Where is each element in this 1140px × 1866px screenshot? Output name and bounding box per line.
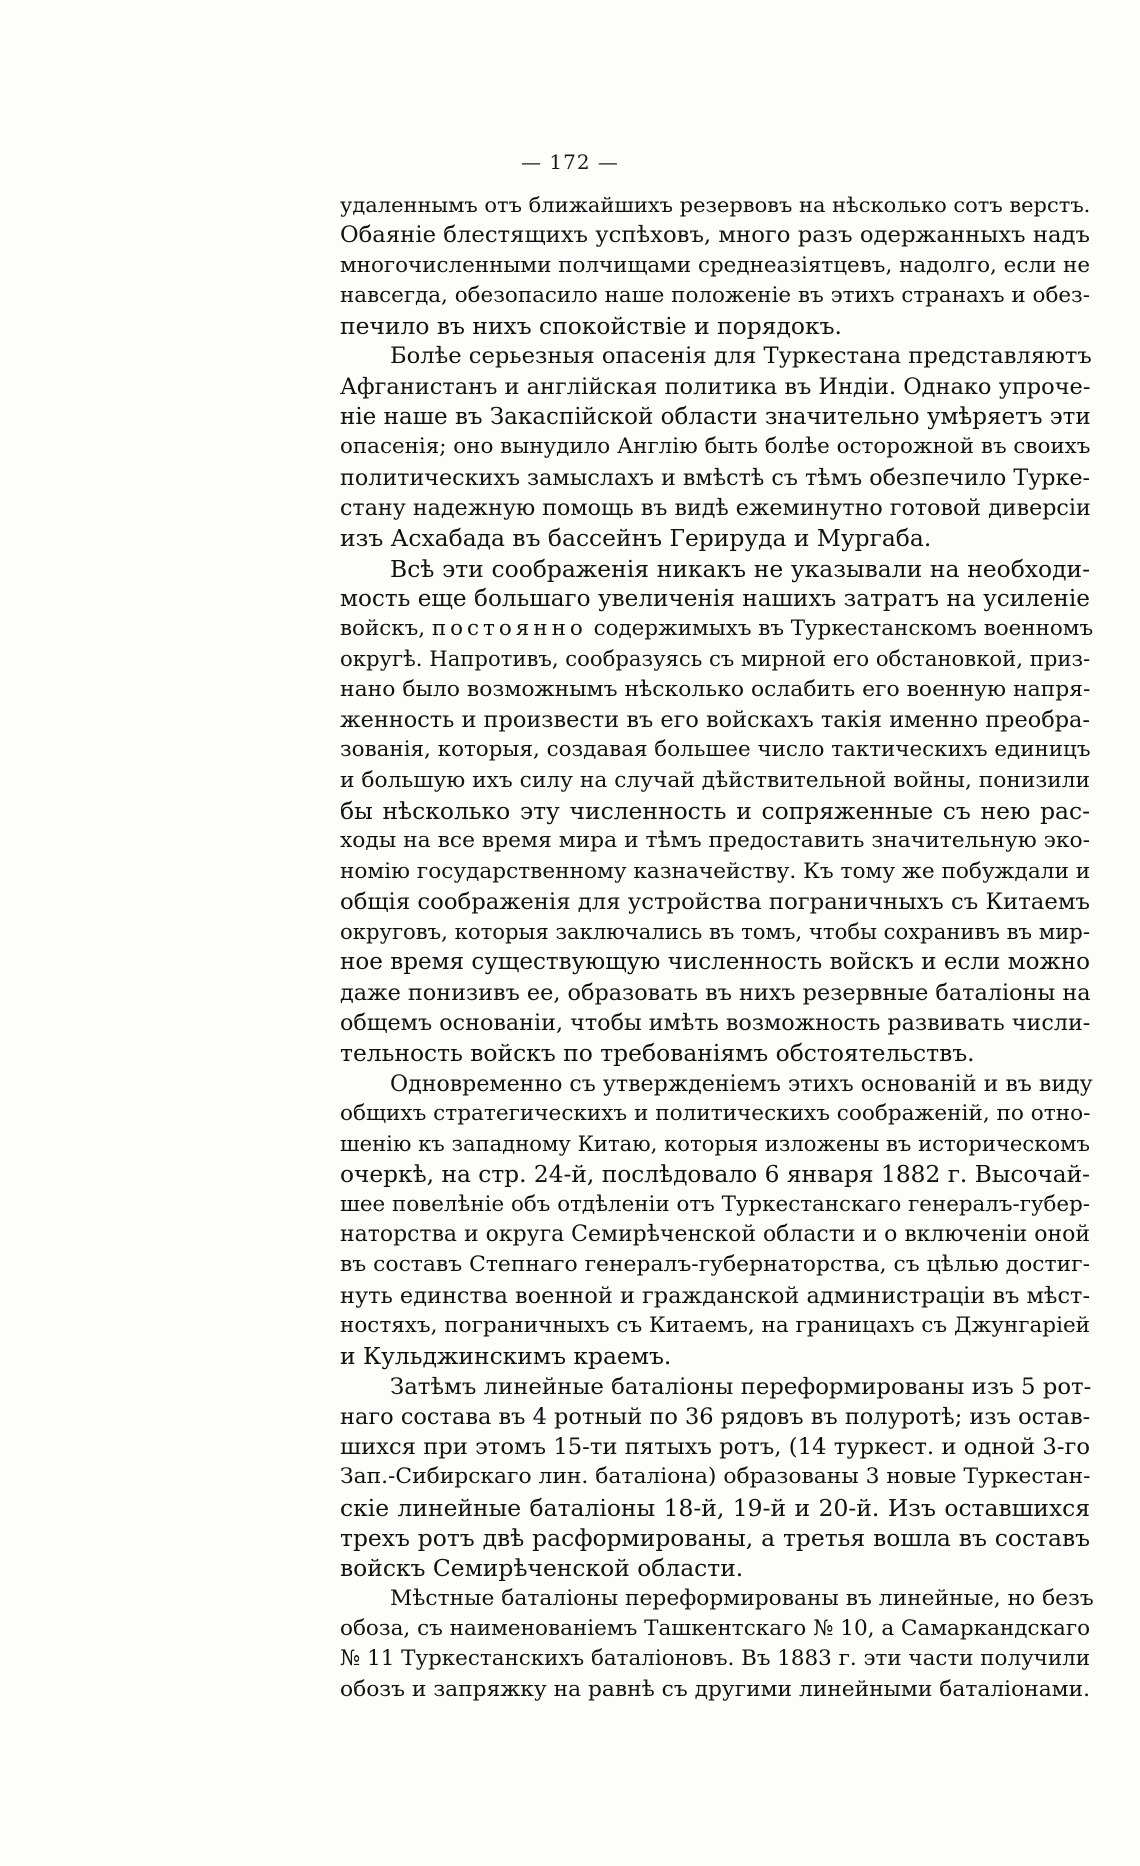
text-line: Болѣе серьезныя опасенія для Туркестана представляютъ — [390, 343, 1092, 370]
text-line: Одновременно съ утвержденіемъ этихъ основаній и въ виду — [390, 1070, 1093, 1097]
text-line: навсегда, обезопасило наше положеніе въ этихъ странахъ и обез- — [340, 282, 1090, 308]
text-line: Всѣ эти соображенія никакъ не указывали на необходи- — [390, 554, 1090, 583]
paragraph-5 — [340, 1372, 1090, 1584]
body-text — [340, 190, 1094, 1705]
text-line: ходы на все время мира и тѣмъ предоставить значительную эко- — [340, 828, 1090, 854]
text-line: и большую ихъ силу на случай дѣйствительной войны, понизили — [340, 767, 1091, 793]
text-line: общемъ основаніи, чтобы имѣть возможность развивать числи- — [340, 1010, 1091, 1037]
page-number: — 172 — — [521, 150, 619, 174]
text-line: округовъ, которыя заключались въ томъ, чтобы сохранивъ въ мир- — [340, 919, 1090, 945]
text-line: печило въ нихъ спокойствіе и порядокъ. — [340, 312, 842, 341]
text-line: войскъ, постоянно содержимыхъ въ Туркестанскомъ военномъ — [340, 616, 1094, 642]
paragraph-4 — [340, 1069, 1093, 1372]
text-line: изъ Асхабада въ бассейнъ Герируда и Мургаба. — [340, 524, 932, 553]
paragraph-2 — [340, 341, 1090, 553]
text-line: номію государственному казначейству. Къ тому же побуждали и — [340, 858, 1091, 884]
text-line: общія соображенія для устройства пограничныхъ съ Китаемъ — [340, 888, 1090, 915]
text-line: округѣ. Напротивъ, сообразуясь съ мирной его обстановкой, приз- — [340, 646, 1091, 672]
text-line: опасенія; оно вынудило Англію быть болѣе осторожной въ своихъ — [340, 434, 1091, 460]
text-line: и Кульджинскимъ краемъ. — [340, 1342, 672, 1371]
text-line: удаленнымъ отъ ближайшихъ резервовъ на нѣсколько сотъ верстъ. — [340, 193, 1091, 217]
text-line: политическихъ замыслахъ и вмѣстѣ съ тѣмъ обезпечило Турке- — [340, 464, 1091, 491]
text-line: № 11 Туркестанскихъ баталіоновъ. Въ 1883 г. эти части получили — [340, 1646, 1090, 1672]
text-line: Афганистанъ и англійская политика въ Индіи. Однако упроче- — [340, 373, 1091, 400]
text-line: наторства и округа Семирѣченской области и о включеніи оной — [340, 1222, 1090, 1248]
text-line: Мѣстные баталіоны переформированы въ линейные, но безъ — [390, 1585, 1094, 1611]
text-line: бы нѣсколько эту численность и сопряженные съ нею рас- — [340, 796, 1090, 825]
text-line: стану надежную помощь въ видѣ ежеминутно готовой диверсіи — [340, 494, 1091, 521]
text-line: наго состава въ 4 ротный по 36 рядовъ въ полуротѣ; изъ остав- — [340, 1403, 1091, 1430]
paragraph-1 — [340, 190, 1090, 341]
text-line: общихъ стратегическихъ и политическихъ соображеній, по отно- — [340, 1100, 1091, 1126]
text-line: шихся при этомъ 15-ти пятыхъ ротъ, (14 туркест. и одной 3-го — [340, 1434, 1090, 1461]
text-line: обоза, съ наименованіемъ Ташкентскаго № 10, а Самаркандскаго — [340, 1615, 1091, 1641]
text-line: въ составъ Степнаго генералъ-губернаторства, съ цѣлью достиг- — [340, 1252, 1090, 1278]
text-line: шенію къ западному Китаю, которыя изложены въ историческомъ — [340, 1131, 1090, 1157]
text-line: даже понизивъ ее, образовать въ нихъ резервные баталіоны на — [340, 979, 1091, 1006]
paragraph-6 — [340, 1584, 1094, 1705]
emphasized-word: постоянно — [431, 616, 587, 642]
text-line: очеркѣ, на стр. 24-й, послѣдовало 6 января 1882 г. Высочай- — [340, 1160, 1090, 1188]
text-line: ностяхъ, пограничныхъ съ Китаемъ, на границахъ съ Джунгаріей — [340, 1312, 1090, 1338]
text-line: Зап.-Сибирскаго лин. баталіона) образованы 3 новые Туркестан- — [340, 1464, 1091, 1490]
text-line: зованія, которыя, создавая большее число тактическихъ единицъ — [340, 737, 1091, 763]
text-line: обозъ и запряжку на равнѣ съ другими линейными баталіонами. — [340, 1676, 1090, 1702]
text-line: трехъ ротъ двѣ расформированы, а третья вошла въ составъ — [340, 1524, 1090, 1553]
text-line: скіе линейные баталіоны 18-й, 19-й и 20-й. Изъ оставшихся — [340, 1493, 1090, 1522]
text-line: ніе наше въ Закаспійской области значительно умѣряетъ эти — [340, 404, 1091, 431]
text-line: нуть единства военной и гражданской администраціи въ мѣст- — [340, 1282, 1091, 1309]
text-line: войскъ Семирѣченской области. — [340, 1554, 744, 1583]
text-line: нано было возможнымъ нѣсколько ослабить его военную напря- — [340, 676, 1091, 702]
text-line: ное время существующую численность войскъ и если можно — [340, 949, 1090, 976]
text-line: Обаяніе блестящихъ успѣховъ, много разъ одержанныхъ надъ — [340, 222, 1090, 249]
text-line: мость еще большаго увеличенія нашихъ затратъ на усиленіе — [340, 585, 1090, 612]
text-line: Затѣмъ линейные баталіоны переформированы изъ 5 рот- — [390, 1373, 1092, 1400]
text-line: шее повелѣніе объ отдѣленіи отъ Туркестанскаго генералъ-губер- — [340, 1191, 1090, 1217]
text-line: тельность войскъ по требованіямъ обстоятельствъ. — [340, 1039, 975, 1068]
text-line: женность и произвести въ его войскахъ такія именно преобра- — [340, 707, 1090, 734]
paragraph-3 — [340, 554, 1094, 1069]
text-line: многочисленными полчищами среднеазіятцевъ, надолго, если не — [340, 252, 1091, 278]
